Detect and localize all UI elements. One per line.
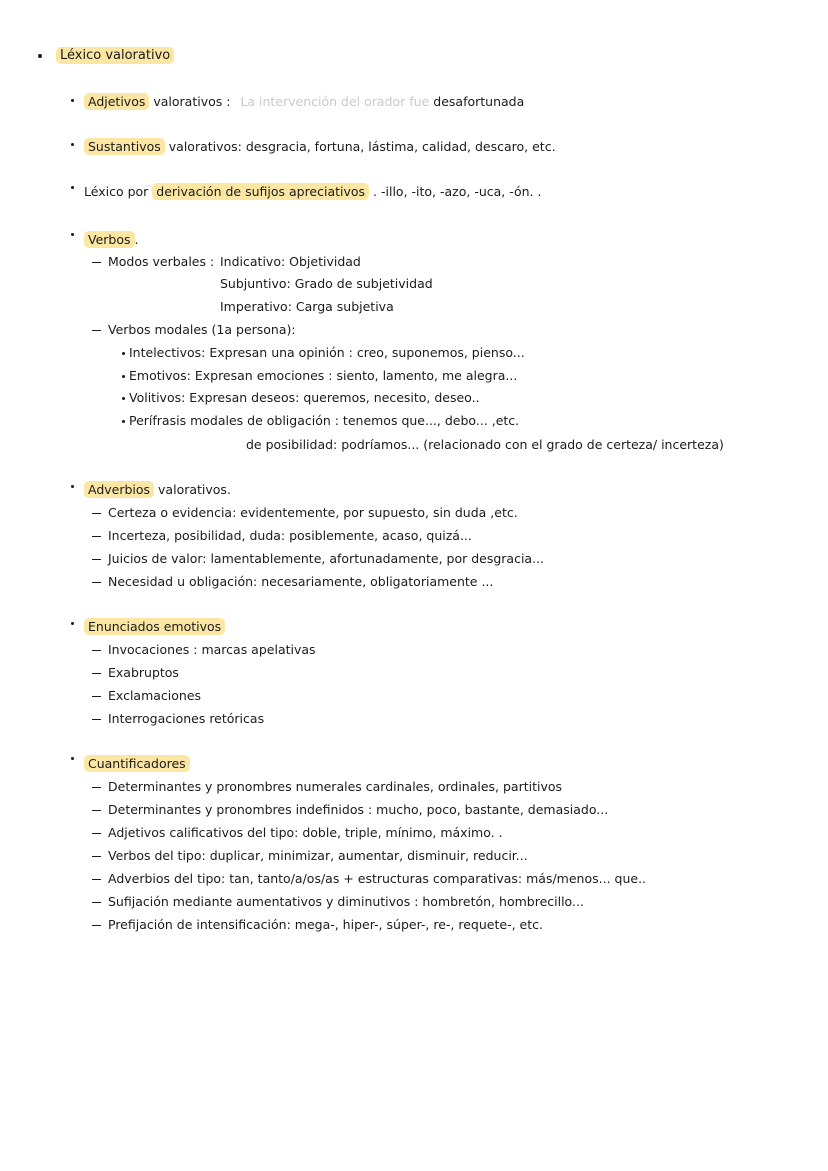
modal-item: Perífrasis modales de obligación : tenemos que..., debo... ,etc. bbox=[129, 413, 520, 428]
enunciado-item: Exabruptos bbox=[108, 665, 179, 680]
modal-item: Intelectivos: Expresan una opinión : creo, suponemos, pienso... bbox=[129, 345, 525, 360]
section-label: Adverbios bbox=[84, 481, 154, 498]
dash bbox=[92, 810, 101, 811]
section-label: Enunciados emotivos bbox=[84, 618, 225, 635]
dash bbox=[92, 330, 101, 331]
section-cuantificadores bbox=[84, 756, 190, 772]
example-word: desafortunada bbox=[433, 94, 525, 109]
dash bbox=[92, 925, 101, 926]
bullet-dot bbox=[122, 375, 125, 378]
dash bbox=[92, 513, 101, 514]
adverbio-item: Necesidad u obligación: necesariamente, obligatoriamente ... bbox=[108, 574, 494, 589]
adverbio-item: Juicios de valor: lamentablemente, afortunadamente, por desgracia... bbox=[108, 551, 545, 566]
modal-item: Volitivos: Expresan deseos: queremos, necesito, deseo.. bbox=[129, 390, 480, 405]
cuantificador-item: Prefijación de intensificación: mega-, hiper-, súper-, re-, requete-, etc. bbox=[108, 917, 543, 932]
cuantificador-item: Adverbios del tipo: tan, tanto/a/os/as + estructuras comparativas: más/menos... que.. bbox=[108, 871, 647, 886]
bullet-dot bbox=[122, 420, 125, 423]
section-adverbios: Adverbios valorativos. bbox=[84, 482, 231, 498]
enunciado-item: Interrogaciones retóricas bbox=[108, 711, 265, 726]
adverbio-item: Certeza o evidencia: evidentemente, por supuesto, sin duda ,etc. bbox=[108, 505, 518, 520]
modos-label: Modos verbales : bbox=[108, 254, 215, 269]
bullet-dot bbox=[71, 99, 74, 102]
section-verbos: Verbos . bbox=[84, 232, 139, 248]
modo-item: Subjuntivo: Grado de subjetividad bbox=[220, 276, 433, 291]
dash bbox=[92, 879, 101, 880]
bullet-dot bbox=[71, 186, 74, 189]
section-label: Adjetivos bbox=[84, 93, 149, 110]
dash bbox=[92, 262, 101, 263]
adverbio-item: Incerteza, posibilidad, duda: posiblemente, acaso, quizá... bbox=[108, 528, 472, 543]
enunciado-item: Exclamaciones bbox=[108, 688, 202, 703]
section-label: derivación de sufijos apreciativos bbox=[152, 183, 369, 200]
cuantificador-item: Verbos del tipo: duplicar, minimizar, aumentar, disminuir, reducir... bbox=[108, 848, 528, 863]
section-enunciados bbox=[84, 619, 225, 635]
dash bbox=[92, 902, 101, 903]
cuantificador-item: Sufijación mediante aumentativos y diminutivos : hombretón, hombrecillo... bbox=[108, 894, 584, 909]
bullet-dot bbox=[122, 397, 125, 400]
posibilidad-line: de posibilidad: podríamos... (relacionado con el grado de certeza/ incerteza) bbox=[246, 437, 724, 452]
faded-example: La intervención del orador fue bbox=[240, 94, 430, 109]
bullet-dot bbox=[71, 622, 74, 625]
bullet-dot bbox=[122, 352, 125, 355]
dash bbox=[92, 719, 101, 720]
section-label: Sustantivos bbox=[84, 138, 165, 155]
section-label: Cuantificadores bbox=[84, 755, 190, 772]
dash bbox=[92, 582, 101, 583]
dash bbox=[92, 787, 101, 788]
section-derivacion: Léxico por derivación de sufijos apreciativos . -illo, -ito, -azo, -uca, -ón. . bbox=[84, 184, 542, 199]
bullet-dot bbox=[71, 143, 74, 146]
section-label: Verbos bbox=[84, 231, 135, 248]
bullet-dot bbox=[71, 757, 74, 760]
page-title: Léxico valorativo bbox=[56, 48, 174, 64]
dash bbox=[92, 650, 101, 651]
modal-item: Emotivos: Expresan emociones : siento, lamento, me alegra... bbox=[129, 368, 518, 383]
enunciado-item: Invocaciones : marcas apelativas bbox=[108, 642, 316, 657]
bullet-dot bbox=[38, 54, 42, 58]
dash bbox=[92, 833, 101, 834]
modo-item: Imperativo: Carga subjetiva bbox=[220, 299, 394, 314]
dash bbox=[92, 559, 101, 560]
dash bbox=[92, 696, 101, 697]
section-sustantivos: Sustantivos valorativos: desgracia, fortuna, lástima, calidad, descaro, etc. bbox=[84, 139, 556, 155]
section-adjetivos: Adjetivos valorativos : La intervención del orador fue desafortunada bbox=[84, 94, 524, 110]
dash bbox=[92, 536, 101, 537]
dash bbox=[92, 673, 101, 674]
bullet-dot bbox=[71, 233, 74, 236]
cuantificador-item: Determinantes y pronombres indefinidos : mucho, poco, bastante, demasiado... bbox=[108, 802, 609, 817]
modo-item: Indicativo: Objetividad bbox=[220, 254, 361, 269]
cuantificador-item: Adjetivos calificativos del tipo: doble, triple, mínimo, máximo. . bbox=[108, 825, 503, 840]
bullet-dot bbox=[71, 485, 74, 488]
cuantificador-item: Determinantes y pronombres numerales cardinales, ordinales, partitivos bbox=[108, 779, 563, 794]
dash bbox=[92, 856, 101, 857]
modales-label: Verbos modales (1a persona): bbox=[108, 322, 296, 337]
